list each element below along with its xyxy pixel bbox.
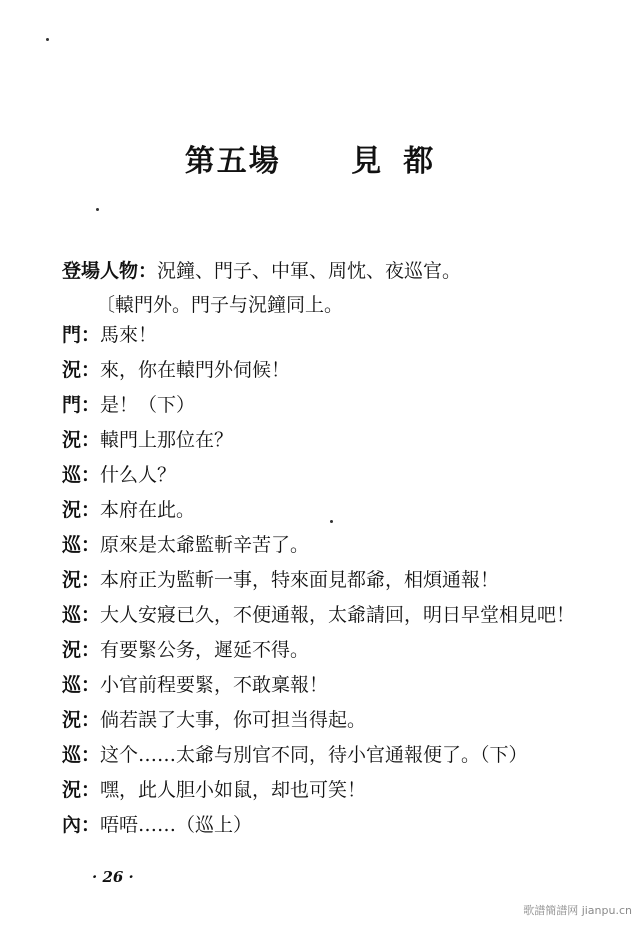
stage-direction: 〔轅門外。門子与況鐘同上。	[96, 294, 344, 316]
speaker: 巡：	[62, 744, 101, 766]
speaker: 況：	[62, 429, 101, 451]
speech: 唔唔……（巡上）	[100, 814, 253, 836]
speaker: 門：	[62, 324, 101, 346]
dialogue-line	[62, 322, 602, 348]
cast-list	[62, 256, 461, 283]
speaker: 況：	[62, 569, 101, 591]
dialogue-line	[62, 812, 602, 838]
speech: 有要緊公务，遲延不得。	[100, 639, 310, 661]
dialogue-line	[62, 392, 602, 418]
page-number: · 26 ·	[92, 868, 134, 886]
dialogue-line	[62, 707, 602, 733]
speech: 本府正为監斬一事，特來面見都爺，相煩通報！	[100, 569, 500, 591]
speech: 倘若誤了大事，你可担当得起。	[100, 709, 367, 731]
cast-names: 況鐘、門子、中軍、周忱、夜巡官。	[157, 260, 462, 282]
speaker: 巡：	[62, 534, 101, 556]
speech: 什么人？	[100, 464, 177, 486]
speech: 是！（下）	[100, 394, 196, 416]
speaker: 門：	[62, 394, 101, 416]
dust-speck	[96, 208, 99, 211]
speaker: 巡：	[62, 604, 101, 626]
dialogue-line	[62, 567, 602, 593]
speaker: 況：	[62, 709, 101, 731]
dialogue-line	[62, 777, 602, 803]
speech: 大人安寢已久，不便通報，太爺請回，明日早堂相見吧！	[100, 604, 576, 626]
dialogue-line	[62, 602, 602, 628]
speaker: 況：	[62, 639, 101, 661]
dialogue-line	[62, 532, 602, 558]
scene-number: 第五場	[184, 144, 281, 179]
dialogue-line	[62, 672, 602, 698]
speaker: 況：	[62, 779, 101, 801]
dust-speck	[46, 38, 49, 41]
speech: 原來是太爺監斬辛苦了。	[100, 534, 310, 556]
dialogue-line	[62, 357, 602, 383]
site-watermark: 歌譜簡譜网 jianpu.cn	[523, 904, 632, 917]
scene-title	[0, 136, 640, 180]
speech: 馬來！	[100, 324, 158, 346]
speech: 本府在此。	[100, 499, 196, 521]
dialogue-list	[62, 322, 602, 847]
speech: 小官前程要緊，不敢稟報！	[100, 674, 329, 696]
speaker: 巡：	[62, 464, 101, 486]
dialogue-line	[62, 742, 602, 768]
speech: 轅門上那位在？	[100, 429, 234, 451]
speech: 來，你在轅門外伺候！	[100, 359, 291, 381]
speaker: 況：	[62, 499, 101, 521]
cast-label: 登場人物：	[62, 260, 158, 282]
dialogue-line	[62, 427, 602, 453]
dialogue-line	[62, 637, 602, 663]
dialogue-line	[62, 462, 602, 488]
scene-name: 見都	[351, 144, 456, 179]
speaker: 巡：	[62, 674, 101, 696]
dialogue-line	[62, 497, 602, 523]
speech: 嘿，此人胆小如鼠，却也可笑！	[100, 779, 367, 801]
speaker: 況：	[62, 359, 101, 381]
speaker: 內：	[62, 814, 101, 836]
speech: 这个……太爺与別官不同，待小官通報便了。（下）	[100, 744, 528, 766]
